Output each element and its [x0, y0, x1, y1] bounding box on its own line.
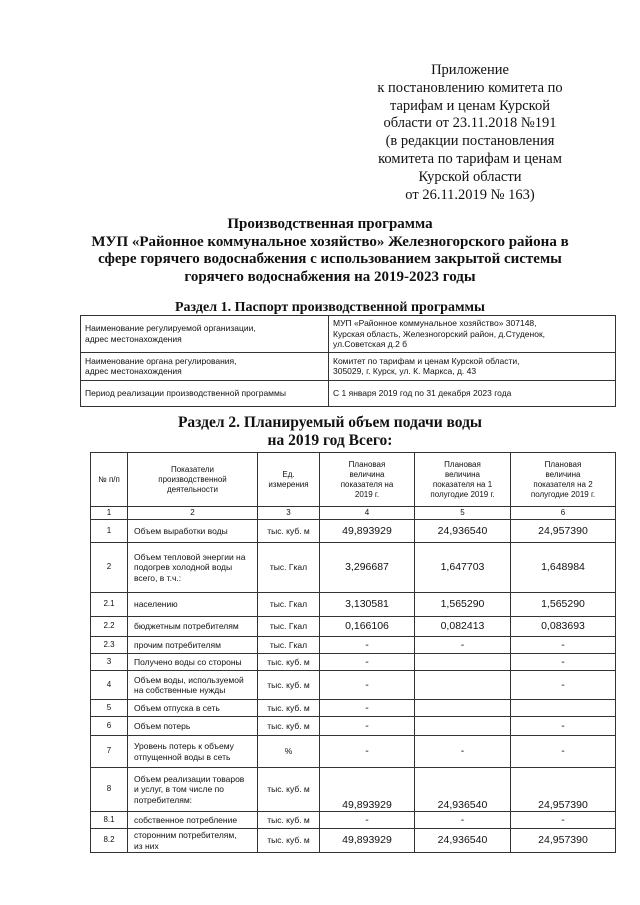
column-header-text: измерения — [268, 479, 309, 489]
value-2019: - — [320, 736, 415, 768]
column-header — [258, 453, 320, 507]
row-number: 5 — [91, 700, 128, 717]
passport-table — [80, 315, 616, 407]
value-half2: 24,957390 — [511, 768, 616, 812]
value-half1 — [415, 654, 511, 671]
row-number: 2.3 — [91, 637, 128, 654]
row-number: 7 — [91, 736, 128, 768]
value-half2: - — [511, 717, 616, 736]
value-2019: - — [320, 812, 415, 829]
appendix-line: (в редакции постановления — [385, 133, 555, 150]
table-row — [91, 700, 616, 717]
table-row — [91, 768, 616, 812]
indicator-name-line: населению — [134, 599, 178, 610]
appendix-line: от 26.11.2019 № 163) — [405, 186, 535, 203]
indicator-name-line: сторонним потребителям, — [134, 830, 237, 840]
column-header-text: № п/п — [98, 474, 120, 484]
column-header — [511, 453, 616, 507]
indicator-name-line: Объем воды, используемой — [134, 674, 244, 685]
indicator-name — [128, 617, 258, 637]
row-number: 2.1 — [91, 593, 128, 617]
passport-label-cell — [81, 352, 329, 380]
column-header-text: 2019 г. — [354, 489, 380, 499]
table-row — [91, 829, 616, 853]
passport-label: адрес местонахождения — [85, 366, 182, 376]
section2-title-line: на 2019 год Всего: — [267, 432, 393, 449]
column-number-row — [91, 507, 616, 520]
indicator-name-line: отпущенной воды в сеть — [134, 751, 231, 762]
row-number: 4 — [91, 671, 128, 700]
unit: % — [258, 736, 320, 768]
unit: тыс. куб. м — [258, 812, 320, 829]
value-half1: 24,936540 — [415, 829, 511, 853]
passport-row — [81, 352, 616, 380]
row-number: 2 — [91, 543, 128, 593]
row-number: 3 — [91, 654, 128, 671]
value-half1: 1,565290 — [415, 593, 511, 617]
value-2019: 49,893929 — [320, 520, 415, 543]
indicator-name — [128, 768, 258, 812]
column-number: 3 — [258, 507, 320, 520]
passport-row — [81, 380, 616, 406]
indicator-name-line: собственное потребление — [134, 814, 238, 825]
indicator-name-line: подогрев холодной воды — [134, 562, 233, 573]
column-header — [415, 453, 511, 507]
table-row — [91, 671, 616, 700]
unit: тыс. Гкал — [258, 543, 320, 593]
indicator-name-line: Уровень потерь к объему — [134, 741, 234, 751]
indicator-name — [128, 593, 258, 617]
indicator-name — [128, 717, 258, 736]
unit: тыс. куб. м — [258, 654, 320, 671]
water-volume-table — [90, 452, 616, 853]
indicator-name-line: Объем тепловой энергии на — [134, 551, 246, 562]
appendix-block — [352, 62, 588, 204]
passport-row — [81, 316, 616, 353]
appendix-line: комитета по тарифам и ценам — [378, 150, 562, 167]
program-title-line: МУП «Районное коммунальное хозяйство» Железногорского района в — [91, 233, 569, 250]
unit: тыс. Гкал — [258, 617, 320, 637]
unit: тыс. куб. м — [258, 700, 320, 717]
passport-value: ул.Советская д.2 б — [333, 339, 408, 349]
indicator-name-line: Объем потерь — [134, 720, 191, 731]
program-title-line: горячего водоснабжения на 2019-2023 годы — [184, 268, 476, 285]
value-2019: 0,166106 — [320, 617, 415, 637]
indicator-name — [128, 637, 258, 654]
indicator-name — [128, 700, 258, 717]
value-half2: - — [511, 812, 616, 829]
column-header-text: полугодие 2019 г. — [530, 489, 596, 499]
column-header-text: Ед. — [282, 469, 295, 479]
value-half2: 1,648984 — [511, 543, 616, 593]
section1-title: Раздел 1. Паспорт производственной программы — [175, 300, 485, 315]
row-number: 8 — [91, 768, 128, 812]
indicator-name — [128, 520, 258, 543]
row-number: 2.2 — [91, 617, 128, 637]
column-header-text: Плановая — [348, 459, 386, 469]
value-2019: - — [320, 717, 415, 736]
value-half1 — [415, 700, 511, 717]
column-header-text: полугодие 2019 г. — [430, 489, 495, 499]
value-half2: - — [511, 671, 616, 700]
value-2019: 49,893929 — [320, 768, 415, 812]
indicator-name-line: Объем выработки воды — [134, 525, 228, 536]
passport-value: Комитет по тарифам и ценам Курской области, — [333, 355, 520, 366]
indicator-name-line: Объем реализации товаров — [134, 773, 245, 784]
indicator-name — [128, 736, 258, 768]
unit: тыс. куб. м — [258, 829, 320, 853]
column-header — [128, 453, 258, 507]
indicator-name-line: Объем отпуска в сеть — [134, 702, 220, 713]
value-2019: 3,130581 — [320, 593, 415, 617]
value-half1: 24,936540 — [415, 768, 511, 812]
row-number: 1 — [91, 520, 128, 543]
indicator-name-line: бюджетным потребителям — [134, 621, 239, 632]
column-header — [91, 453, 128, 507]
value-half1 — [415, 717, 511, 736]
indicator-name — [128, 671, 258, 700]
indicator-name — [128, 654, 258, 671]
value-half2: - — [511, 637, 616, 654]
value-half1: - — [415, 637, 511, 654]
column-number: 4 — [320, 507, 415, 520]
value-2019: - — [320, 671, 415, 700]
appendix-line: тарифам и ценам Курской — [389, 97, 550, 114]
table-row — [91, 717, 616, 736]
row-number: 8.1 — [91, 812, 128, 829]
passport-value-cell — [329, 380, 616, 406]
value-half2: - — [511, 736, 616, 768]
row-number: 6 — [91, 717, 128, 736]
table-row — [91, 617, 616, 637]
unit: тыс. Гкал — [258, 593, 320, 617]
column-header-text: показателя на 1 — [432, 479, 493, 489]
table-row — [91, 593, 616, 617]
column-number: 5 — [415, 507, 511, 520]
column-header-text: деятельности — [166, 484, 219, 494]
passport-value-cell — [329, 352, 616, 380]
passport-value: 305029, г. Курск, ул. К. Маркса, д. 43 — [333, 366, 477, 376]
value-half2: - — [511, 654, 616, 671]
appendix-line: к постановлению комитета по — [377, 79, 563, 96]
value-2019: 3,296687 — [320, 543, 415, 593]
value-half2: 1,565290 — [511, 593, 616, 617]
column-number: 1 — [91, 507, 128, 520]
column-header-text: величина — [445, 469, 480, 479]
program-title-line: сфере горячего водоснабжения с использованием закрытой системы — [98, 251, 562, 267]
passport-label-cell — [81, 380, 329, 406]
table-row — [91, 736, 616, 768]
column-header-text: показателя на 2 — [533, 479, 593, 489]
passport-label: Период реализации производственной программы — [85, 387, 286, 398]
passport-value-cell — [329, 316, 616, 353]
value-half1: 0,082413 — [415, 617, 511, 637]
value-half1 — [415, 671, 511, 700]
column-header-text: производственной — [158, 474, 227, 484]
value-half2 — [511, 700, 616, 717]
passport-label: Наименование регулируемой организации, — [85, 323, 256, 334]
indicator-name-line: из них — [134, 840, 159, 851]
indicator-name-line: потребителям: — [134, 794, 193, 805]
column-header-text: Плановая — [544, 459, 582, 469]
value-half2: 0,083693 — [511, 617, 616, 637]
unit: тыс. куб. м — [258, 768, 320, 812]
unit: тыс. куб. м — [258, 671, 320, 700]
table-row — [91, 543, 616, 593]
passport-value: МУП «Районное коммунальное хозяйство» 307148, — [333, 318, 537, 328]
column-header-text: Плановая — [444, 459, 481, 469]
table-row — [91, 637, 616, 654]
appendix-line: Приложение — [431, 62, 509, 78]
value-half2: 24,957390 — [511, 829, 616, 853]
program-title — [60, 216, 600, 286]
value-half1: 1,647703 — [415, 543, 511, 593]
column-header-text: величина — [349, 469, 385, 479]
indicator-name — [128, 812, 258, 829]
section2-title — [80, 414, 580, 450]
column-header-text: показателя на — [340, 479, 394, 489]
indicator-name-line: и услуг, в том числе по — [134, 784, 224, 795]
value-2019: - — [320, 700, 415, 717]
column-number: 2 — [128, 507, 258, 520]
value-2019: - — [320, 637, 415, 654]
appendix-line: Курской области — [418, 168, 522, 185]
indicator-name — [128, 829, 258, 853]
table-row — [91, 520, 616, 543]
table-row — [91, 812, 616, 829]
appendix-line: области от 23.11.2018 №191 — [383, 115, 557, 132]
indicator-name-line: всего, в т.ч.: — [134, 572, 182, 583]
column-header-text: величина — [545, 469, 581, 479]
unit: тыс. Гкал — [258, 637, 320, 654]
row-number: 8.2 — [91, 829, 128, 853]
passport-value: С 1 января 2019 год по 31 декабря 2023 года — [333, 387, 512, 398]
value-half1: - — [415, 736, 511, 768]
section2-title-line: Раздел 2. Планируемый объем подачи воды — [177, 414, 483, 431]
column-header-text: Показатели — [170, 464, 215, 474]
header-row — [91, 453, 616, 507]
value-half2: 24,957390 — [511, 520, 616, 543]
program-title-line: Производственная программа — [227, 216, 433, 232]
value-2019: - — [320, 654, 415, 671]
value-half1: - — [415, 812, 511, 829]
table-row — [91, 654, 616, 671]
indicator-name-line: прочим потребителям — [134, 639, 221, 650]
column-number: 6 — [511, 507, 616, 520]
value-half1: 24,936540 — [415, 520, 511, 543]
indicator-name-line: на собственные нужды — [134, 685, 226, 695]
unit: тыс. куб. м — [258, 520, 320, 543]
column-header — [320, 453, 415, 507]
unit: тыс. куб. м — [258, 717, 320, 736]
value-2019: 49,893929 — [320, 829, 415, 853]
passport-label: Наименование органа регулирования, — [85, 355, 237, 366]
passport-value: Курская область, Железногорский район, д.Студенок, — [333, 328, 546, 339]
passport-label-cell — [81, 316, 329, 353]
indicator-name-line: Получено воды со стороны — [134, 656, 242, 667]
indicator-name — [128, 543, 258, 593]
passport-label: адрес местонахождения — [85, 333, 182, 344]
